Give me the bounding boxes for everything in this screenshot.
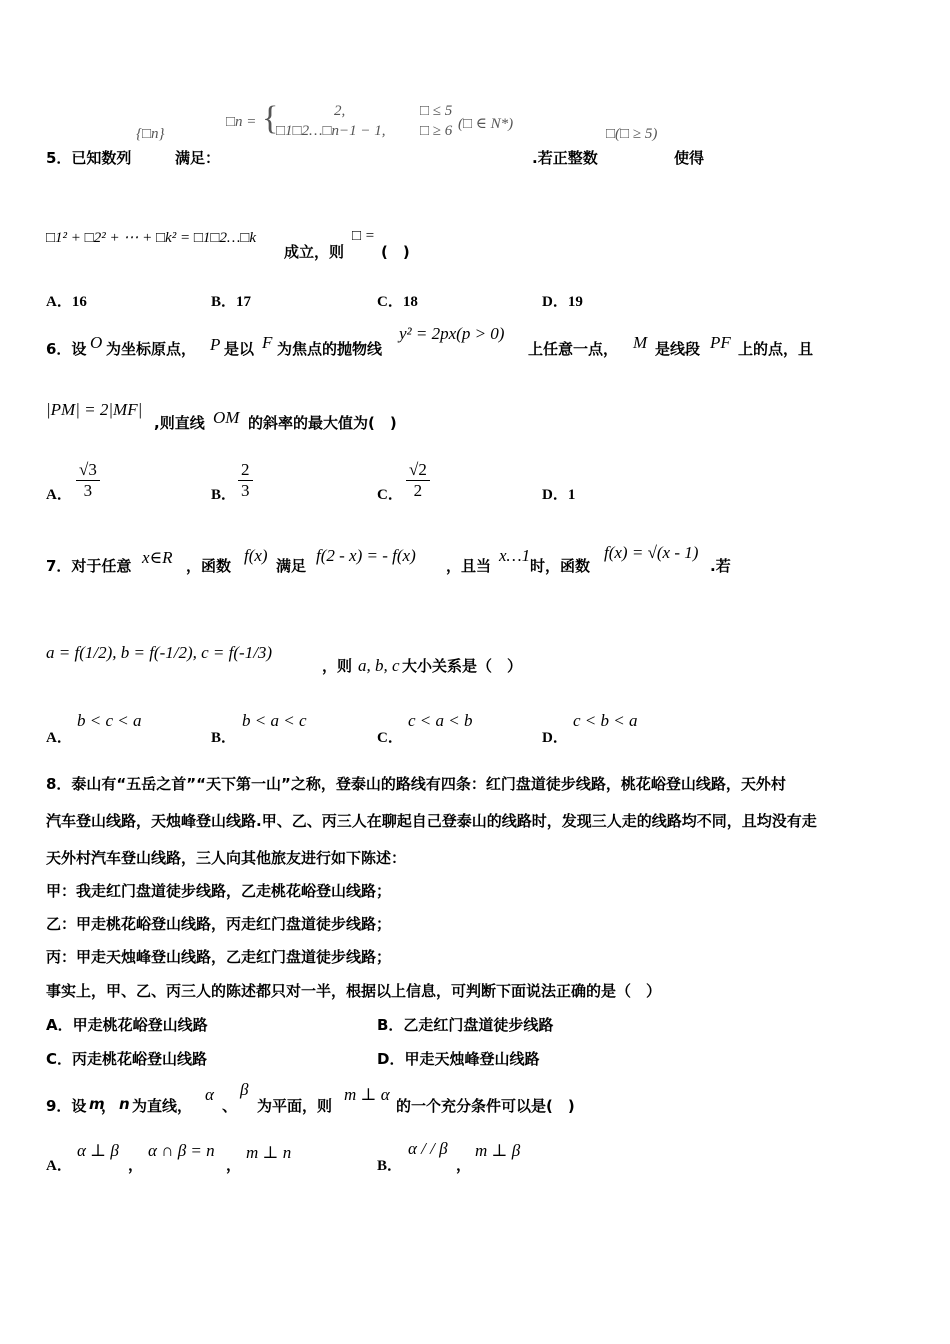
q9-option-a-comma-2: ， <box>226 1156 242 1174</box>
q9-option-a-label: A． <box>46 1158 72 1174</box>
q9-option-a-2: α ∩ β = n <box>148 1141 215 1160</box>
q6-option-c-den: 2 <box>413 481 423 500</box>
q9-alpha: α <box>205 1085 214 1104</box>
q8-line-4: 甲：我走红门盘道徒步线路，乙走桃花峪登山线路； <box>46 882 392 900</box>
q6-option-b-fraction <box>238 460 253 501</box>
q9-n: n <box>119 1095 130 1113</box>
q7-x-ge-1: x…1 <box>499 546 531 565</box>
q7-t5: 时，函数 <box>530 557 591 575</box>
q6-t2: 是以 <box>224 340 255 358</box>
q6-parabola: y² = 2px(p > 0) <box>399 324 505 343</box>
q5-k-eq: □ = <box>352 228 375 244</box>
q7-option-a-label: A． <box>46 730 72 746</box>
q5-option-d: D．19 <box>542 294 583 310</box>
q5-domain: (□ ∈ N*) <box>458 116 514 132</box>
q5-equation: □1² + □2² + ⋯ + □k² = □1□2…□k <box>46 230 256 246</box>
q7-func-eq: f(2 - x) = - f(x) <box>316 546 416 565</box>
q9-option-b-2: m ⊥ β <box>475 1141 521 1160</box>
q6-option-d: D．1 <box>542 487 576 503</box>
q9-option-b-label: B． <box>377 1158 403 1174</box>
q6-option-a-den: 3 <box>83 481 93 500</box>
q6-option-b-label: B． <box>211 487 237 503</box>
q6-condition: |PM| = 2|MF| <box>46 400 143 419</box>
q5-text-holds: 成立，则 <box>284 243 345 261</box>
q5-case2-cond: □ ≥ 6 <box>420 123 453 139</box>
q7-abc: a, b, c <box>358 656 400 675</box>
q7-option-b-label: B． <box>211 730 237 746</box>
q5-case1-cond: □ ≤ 5 <box>420 103 453 119</box>
q7-option-b-expr: b < a < c <box>242 711 307 730</box>
q5-seq-symbol: {□n} <box>136 126 165 142</box>
q6-option-a-fraction <box>76 460 100 501</box>
q5-option-c: C．18 <box>377 294 418 310</box>
q5-text-satisfy: 满足： <box>175 149 221 167</box>
q6-option-c-num: √2 <box>406 460 430 481</box>
q8-line-2: 汽车登山线路，天烛峰登山线路.甲、乙、丙三人在聊起自己登泰山的线路时，发现三人走的线路均不同，且均没有走 <box>46 812 817 830</box>
q5-option-a: A．16 <box>46 294 87 310</box>
q7-t1: 7．对于任意 <box>46 557 132 575</box>
q9-option-a-comma-1: ， <box>128 1156 144 1174</box>
q7-t8: 大小关系是（ ） <box>402 657 523 675</box>
q9-option-b-comma: ， <box>456 1156 472 1174</box>
q7-option-a-expr: b < c < a <box>77 711 142 730</box>
q5-case2-value: □1□2…□n−1 − 1, <box>276 123 386 139</box>
q9-t2: 为直线， <box>132 1097 193 1115</box>
q8-line-5: 乙：甲走桃花峪登山线路，丙走红门盘道徒步线路； <box>46 915 392 933</box>
q7-abc-def: a = f(1/2), b = f(-1/2), c = f(-1/3) <box>46 643 273 662</box>
q6-t4: 上任意一点， <box>528 340 619 358</box>
q6-O: O <box>90 333 103 352</box>
q8-option-d: D．甲走天烛峰登山线路 <box>377 1050 540 1068</box>
q5-option-b: B．17 <box>211 294 252 310</box>
q7-option-d-label: D． <box>542 730 568 746</box>
q8-option-a: A．甲走桃花峪登山线路 <box>46 1016 208 1034</box>
q5-case1-value: 2, <box>334 103 346 119</box>
q6-PF: PF <box>710 333 731 352</box>
q7-fx-def: f(x) = √(x - 1) <box>604 543 699 562</box>
q6-P: P <box>210 335 221 354</box>
q7-option-c-label: C． <box>377 730 403 746</box>
q8-option-c: C．丙走桃花峪登山线路 <box>46 1050 208 1068</box>
q5-brace: { <box>262 100 279 137</box>
q7-option-c-expr: c < a < b <box>408 711 473 730</box>
q6-option-c-label: C． <box>377 487 403 503</box>
q9-sep: 、 <box>222 1097 238 1115</box>
q7-t7: ，则 <box>322 657 353 675</box>
q8-line-1: 8．泰山有“五岳之首”“天下第一山”之称，登泰山的路线有四条：红门盘道徒步线路，桃花峪登山线路，天外村 <box>46 775 786 793</box>
q5-text-start: 5．已知数列 <box>46 149 132 167</box>
q8-line-3: 天外村汽车登山线路，三人向其他旅友进行如下陈述： <box>46 849 407 867</box>
q9-comma: ， <box>101 1097 117 1115</box>
q6-t5: 是线段 <box>655 340 701 358</box>
q6-t8: 的斜率的最大值为( ) <box>248 414 397 432</box>
q6-t1: 为坐标原点， <box>106 340 197 358</box>
q6-option-a-label: A． <box>46 487 72 503</box>
q6-option-b-num: 2 <box>238 460 253 481</box>
q9-option-a-3: m ⊥ n <box>246 1143 292 1162</box>
q7-fx: f(x) <box>244 546 268 565</box>
q8-line-6: 丙：甲走天烛峰登山线路，乙走红门盘道徒步线路； <box>46 948 392 966</box>
q6-text-num: 6．设 <box>46 340 87 358</box>
q6-M: M <box>633 333 648 352</box>
q7-t2: ，函数 <box>186 557 232 575</box>
q9-m-perp-alpha: m ⊥ α <box>344 1085 390 1104</box>
q6-OM: OM <box>213 408 240 427</box>
q7-t3: 满足 <box>276 557 307 575</box>
q6-t6: 上的点，且 <box>738 340 814 358</box>
q5-def-lhs: □n = <box>226 114 257 130</box>
q5-text-such: 使得 <box>674 149 705 167</box>
q5-paren: ( ) <box>381 243 410 261</box>
q6-t3: 为焦点的抛物线 <box>277 340 383 358</box>
q8-line-7: 事实上，甲、乙、丙三人的陈述都只对一半，根据以上信息，可判断下面说法正确的是（ ） <box>46 982 662 1000</box>
q6-F: F <box>262 333 273 352</box>
q7-t4: ，且当 <box>446 557 492 575</box>
q5-k-cond: □(□ ≥ 5) <box>606 126 658 142</box>
q5-text-if: .若正整数 <box>532 149 598 167</box>
q7-option-d-expr: c < b < a <box>573 711 638 730</box>
q7-t6: .若 <box>710 557 731 575</box>
q6-option-a-num: √3 <box>76 460 100 481</box>
q9-m: m <box>89 1095 105 1113</box>
q9-t1: 9．设 <box>46 1097 87 1115</box>
q9-t4: 的一个充分条件可以是( ) <box>396 1097 575 1115</box>
q9-t3: 为平面，则 <box>257 1097 333 1115</box>
q6-t7: ,则直线 <box>154 414 205 432</box>
q9-option-b-1: α / / β <box>408 1139 448 1158</box>
q7-x-in-R: x∈R <box>142 548 173 567</box>
q9-option-a-1: α ⊥ β <box>77 1141 119 1160</box>
q9-beta: β <box>240 1080 249 1099</box>
q6-option-c-fraction <box>406 460 430 501</box>
q8-option-b: B．乙走红门盘道徒步线路 <box>377 1016 554 1034</box>
q6-option-b-den: 3 <box>241 481 250 500</box>
